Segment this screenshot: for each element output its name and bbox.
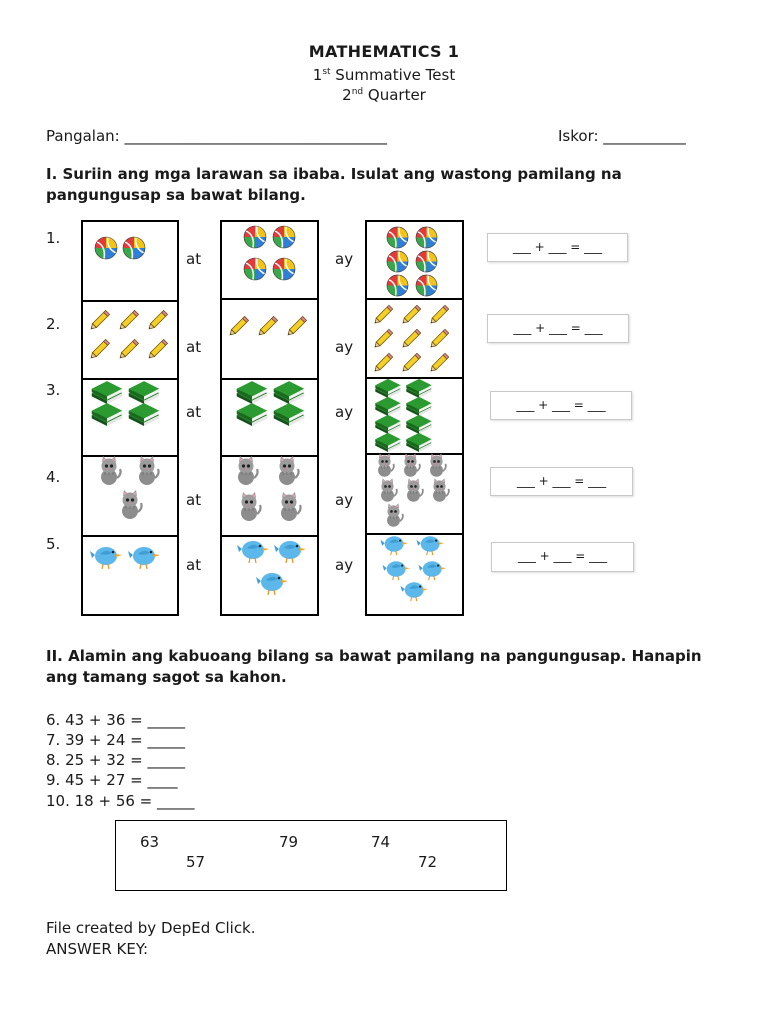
book-icon bbox=[126, 402, 162, 426]
pencil-icon bbox=[399, 300, 426, 327]
book-icon bbox=[404, 396, 434, 416]
connector-at: at bbox=[186, 338, 202, 356]
cat-icon bbox=[426, 453, 447, 478]
cat-icon bbox=[383, 503, 404, 528]
equation-answer-box[interactable]: ___ + ___ = ___ bbox=[490, 391, 632, 420]
connector-ay: ay bbox=[335, 556, 354, 574]
cat-icon bbox=[236, 492, 262, 522]
cat-icon bbox=[96, 456, 122, 486]
addition-problem: 6. 43 + 36 = _____ bbox=[46, 711, 185, 729]
cat-icon bbox=[403, 478, 424, 503]
ball-icon bbox=[386, 226, 409, 249]
bird-icon bbox=[128, 542, 162, 570]
answer-choice: 57 bbox=[186, 853, 206, 871]
item-number: 2. bbox=[46, 315, 61, 333]
pencil-icon bbox=[145, 334, 173, 362]
book-icon bbox=[404, 414, 434, 434]
pencil-icon bbox=[87, 305, 115, 333]
ball-icon bbox=[386, 274, 409, 297]
cat-icon bbox=[374, 453, 395, 478]
book-icon bbox=[373, 396, 403, 416]
cat-icon bbox=[274, 456, 300, 486]
answer-choice: 72 bbox=[418, 853, 438, 871]
ball-icon bbox=[415, 274, 438, 297]
bird-icon bbox=[90, 542, 124, 570]
quarter-label bbox=[0, 86, 768, 104]
cat-icon bbox=[233, 456, 259, 486]
book-icon bbox=[373, 432, 403, 452]
addition-problem: 8. 25 + 32 = _____ bbox=[46, 751, 185, 769]
equation-answer-box[interactable]: ___ + ___ = ___ bbox=[487, 314, 629, 343]
ball-icon bbox=[94, 236, 118, 260]
equation-answer-box[interactable]: ___ + ___ = ___ bbox=[491, 542, 634, 572]
pencil-icon bbox=[116, 334, 144, 362]
row-divider bbox=[81, 300, 179, 302]
test-ordinal-suffix: st bbox=[322, 67, 331, 77]
item-number: 3. bbox=[46, 381, 61, 399]
credit-line: File created by DepEd Click. bbox=[46, 919, 256, 937]
test-subtitle bbox=[0, 66, 768, 84]
bird-icon bbox=[380, 532, 410, 556]
book-icon bbox=[373, 378, 403, 398]
ball-icon bbox=[272, 257, 296, 281]
part2-instruction: II. Alamin ang kabuoang bilang sa bawat pamilang na pangungusap. Hanapin ang tamang sagot sa kahon. bbox=[46, 647, 702, 686]
pencil-icon bbox=[284, 311, 312, 339]
cat-icon bbox=[276, 492, 302, 522]
cat-icon bbox=[117, 490, 143, 520]
pencil-icon bbox=[226, 311, 254, 339]
pencil-icon bbox=[87, 334, 115, 362]
book-icon bbox=[404, 378, 434, 398]
ball-icon bbox=[243, 225, 267, 249]
connector-ay: ay bbox=[335, 491, 354, 509]
answer-choice: 74 bbox=[371, 833, 391, 851]
quarter-ordinal-suffix: nd bbox=[351, 87, 364, 97]
row-divider bbox=[220, 298, 319, 300]
score-field: Iskor: ___________ bbox=[558, 127, 686, 145]
test-title: MATHEMATICS 1 bbox=[308, 42, 460, 61]
bird-icon bbox=[256, 568, 290, 596]
connector-ay: ay bbox=[335, 338, 354, 356]
part1-instruction: I. Suriin ang mga larawan sa ibaba. Isulat ang wastong pamilang na pangungusap sa bawat bilang. bbox=[46, 165, 622, 204]
bird-icon bbox=[274, 536, 308, 564]
pencil-icon bbox=[427, 348, 454, 375]
item-number: 5. bbox=[46, 535, 61, 553]
ball-icon bbox=[272, 225, 296, 249]
book-icon bbox=[373, 414, 403, 434]
book-icon bbox=[234, 380, 270, 404]
test-ordinal: 1 bbox=[312, 66, 323, 84]
bird-icon bbox=[416, 532, 446, 556]
cat-icon bbox=[377, 478, 398, 503]
book-icon bbox=[271, 380, 307, 404]
ball-icon bbox=[122, 236, 146, 260]
equation-answer-box[interactable]: ___ + ___ = ___ bbox=[487, 233, 628, 262]
pencil-icon bbox=[145, 305, 173, 333]
equation-answer-box[interactable]: ___ + ___ = ___ bbox=[490, 467, 633, 496]
book-icon bbox=[89, 402, 125, 426]
quarter-ordinal: 2 bbox=[342, 86, 352, 104]
pencil-icon bbox=[427, 300, 454, 327]
connector-at: at bbox=[186, 556, 202, 574]
ball-icon bbox=[243, 257, 267, 281]
pencil-icon bbox=[399, 348, 426, 375]
ball-icon bbox=[415, 226, 438, 249]
addition-problem: 9. 45 + 27 = ____ bbox=[46, 771, 178, 789]
item-number: 4. bbox=[46, 468, 61, 486]
item-number: 1. bbox=[46, 229, 61, 247]
cat-icon bbox=[134, 456, 160, 486]
pencil-icon bbox=[371, 348, 398, 375]
answer-key-label: ANSWER KEY: bbox=[46, 940, 149, 958]
book-icon bbox=[271, 402, 307, 426]
cat-icon bbox=[429, 478, 450, 503]
pencil-icon bbox=[399, 324, 426, 351]
pencil-icon bbox=[371, 324, 398, 351]
quarter-text: Quarter bbox=[363, 86, 426, 104]
bird-icon bbox=[400, 578, 430, 602]
row-divider bbox=[81, 535, 179, 537]
answer-choice: 63 bbox=[140, 833, 160, 851]
addition-problem: 10. 18 + 56 = _____ bbox=[46, 792, 195, 810]
connector-at: at bbox=[186, 250, 202, 268]
book-icon bbox=[89, 380, 125, 404]
test-subtitle-text: Summative Test bbox=[330, 66, 456, 84]
connector-at: at bbox=[186, 491, 202, 509]
connector-ay: ay bbox=[335, 250, 354, 268]
answer-choices-box bbox=[115, 820, 507, 891]
connector-ay: ay bbox=[335, 403, 354, 421]
pencil-icon bbox=[371, 300, 398, 327]
cat-icon bbox=[400, 453, 421, 478]
pencil-icon bbox=[255, 311, 283, 339]
pencil-icon bbox=[427, 324, 454, 351]
book-icon bbox=[126, 380, 162, 404]
connector-at: at bbox=[186, 403, 202, 421]
pencil-icon bbox=[116, 305, 144, 333]
book-icon bbox=[234, 402, 270, 426]
addition-problem: 7. 39 + 24 = _____ bbox=[46, 731, 185, 749]
book-icon bbox=[404, 432, 434, 452]
ball-icon bbox=[386, 250, 409, 273]
answer-choice: 79 bbox=[279, 833, 299, 851]
bird-icon bbox=[237, 536, 271, 564]
name-field: Pangalan: ___________________________________ bbox=[46, 127, 387, 145]
ball-icon bbox=[415, 250, 438, 273]
